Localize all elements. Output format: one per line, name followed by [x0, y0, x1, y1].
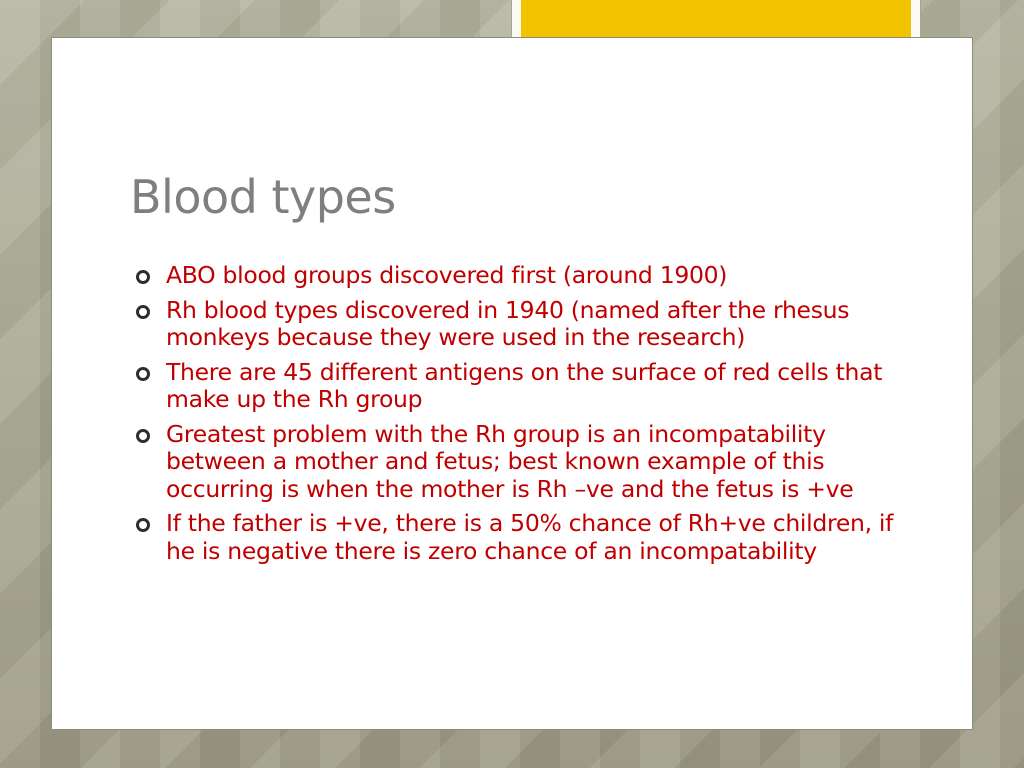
bullet-icon	[136, 305, 150, 319]
bullet-item	[127, 510, 907, 565]
bullet-icon	[136, 270, 150, 284]
bullet-icon	[136, 367, 150, 381]
slide	[51, 37, 973, 730]
bullet-item	[127, 262, 907, 290]
bullet-text: There are 45 different antigens on the surface of red cells that make up the Rh group	[166, 357, 883, 413]
bullet-text: Rh blood types discovered in 1940 (named after the rhesus monkeys because they were used in the research)	[166, 295, 850, 351]
bullet-item	[127, 297, 907, 352]
bullet-text: ABO blood groups discovered first (around 1900)	[166, 261, 728, 289]
bullet-item	[127, 359, 907, 414]
bullet-text: Greatest problem with the Rh group is an incompatability between a mother and fetus; best known example of this occurring is when the mother is Rh –ve and the fetus is +ve	[166, 419, 854, 503]
slide-title: Blood types	[130, 170, 396, 224]
bullet-item	[127, 421, 907, 504]
bullet-icon	[136, 518, 150, 532]
bullet-text: If the father is +ve, there is a 50% chance of Rh+ve children, if he is negative there is zero chance of an incompatability	[166, 509, 894, 565]
bullet-icon	[136, 429, 150, 443]
bullet-list	[127, 262, 907, 572]
